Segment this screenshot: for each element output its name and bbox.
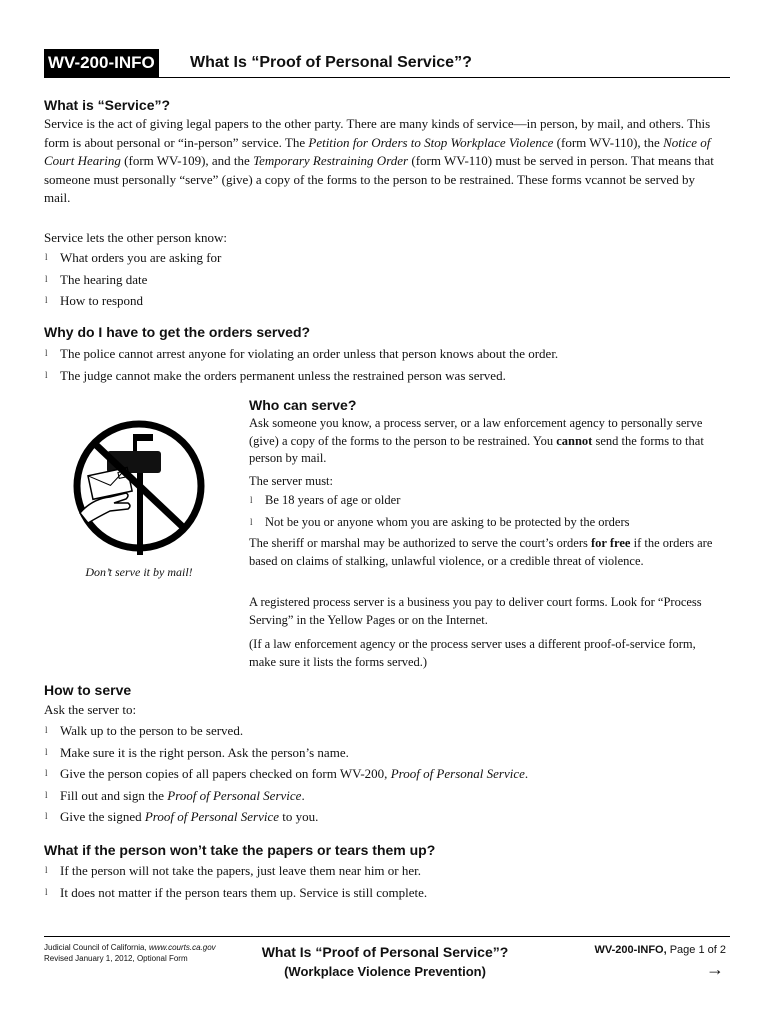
who-can-serve-paragraph: Ask someone you know, a process server, or a law enforcement agency to personally serve (give) a copy of the forms to the person to be restrained. You cannot send the forms to that person by mail. <box>249 416 704 465</box>
bullet-icon: l <box>45 295 48 305</box>
service-lets-know-list <box>44 247 221 312</box>
server-must-text: The server must: <box>249 474 334 488</box>
list-item: l Walk up to the person to be served. <box>44 720 528 742</box>
heading-what-is-service: What is “Service”? <box>44 97 171 113</box>
list-item: l If the person will not take the papers, just leave them near him or her. <box>44 860 427 882</box>
heading-how-to-serve: How to serve <box>44 682 132 698</box>
sheriff-paragraph: The sheriff or marshal may be authorized to serve the court’s orders for free if the orders are based on claims of stalking, unlawful violence, or a credible threat of violence. <box>249 536 713 568</box>
refuse-papers-list <box>44 860 427 903</box>
process-server-paragraph: A registered process server is a business you pay to deliver court forms. Look for “Process Serving” in the Yellow Pages or on the Internet. <box>249 595 702 627</box>
bullet-icon: l <box>45 252 48 262</box>
service-lets-know-text: Service lets the other person know: <box>44 230 228 245</box>
bullet-icon: l <box>45 725 48 735</box>
footer-title-block <box>220 942 550 982</box>
list-item: l Give the person copies of all papers checked on form WV-200, Proof of Personal Service. <box>44 763 528 785</box>
page-number: Page 1 of 2 <box>669 944 726 956</box>
form-header <box>44 49 730 78</box>
footer-revised: Revised January 1, 2012, Optional Form <box>44 954 188 963</box>
footer-council: Judicial Council of California, <box>44 943 147 952</box>
footer-page-info <box>595 944 726 956</box>
how-to-serve-list <box>44 720 528 828</box>
bullet-icon: l <box>250 516 253 527</box>
bullet-icon: l <box>45 811 48 821</box>
list-item: l Give the signed Proof of Personal Service to you. <box>44 806 528 828</box>
why-served-list <box>44 343 558 386</box>
footer-source <box>44 942 216 964</box>
footer-url[interactable]: www.courts.ca.gov <box>148 943 216 952</box>
agency-note-paragraph: (If a law enforcement agency or the process server uses a different proof-of-service form, make sure it lists the forms served.) <box>249 637 696 669</box>
bullet-icon: l <box>45 789 48 800</box>
bullet-icon: l <box>45 886 48 897</box>
bullet-icon: l <box>45 348 48 358</box>
list-item: l It does not matter if the person tears them up. Service is still complete. <box>44 882 427 904</box>
footer-form-id: WV-200-INFO, <box>594 944 667 956</box>
heading-who-can-serve: Who can serve? <box>249 397 357 413</box>
footer-divider <box>44 936 730 937</box>
bullet-icon: l <box>250 495 253 505</box>
no-mail-icon <box>44 411 234 561</box>
bullet-icon: l <box>45 746 48 757</box>
bullet-icon: l <box>45 768 48 778</box>
footer-subtitle: (Workplace Violence Prevention) <box>284 964 486 979</box>
image-caption: Don’t serve it by mail! <box>85 565 193 579</box>
page-title: What Is “Proof of Personal Service”? <box>190 54 472 71</box>
bullet-icon: l <box>45 273 48 284</box>
list-item: l The hearing date <box>44 269 221 291</box>
list-item: l What orders you are asking for <box>44 247 221 269</box>
service-definition-paragraph: Service is the act of giving legal papers to the other party. There are many kinds of service—in person, by mail, and others. This form is about personal or “in-person” service. The Petition for Orders to Stop Workplace Violence (form WV-110), the Notice of Court Hearing (form WV-109), and the Temporary Restraining Order (form WV-110) must be served in person. That means that someone must personally “serve” (give) a copy of the forms to the person to be restrained. These forms vcannot be served by mail. <box>44 116 714 205</box>
list-item: l Not be you or anyone whom you are asking to be protected by the orders <box>249 512 629 534</box>
list-item: l Make sure it is the right person. Ask the person’s name. <box>44 742 528 764</box>
next-page-arrow-icon[interactable]: → <box>706 959 724 979</box>
no-mail-illustration <box>44 411 234 561</box>
footer-title: What Is “Proof of Personal Service”? <box>261 944 509 960</box>
list-item: l The judge cannot make the orders permanent unless the restrained person was served. <box>44 365 558 387</box>
heading-why-served: Why do I have to get the orders served? <box>44 324 311 340</box>
list-item: l Fill out and sign the Proof of Personal Service. <box>44 785 528 807</box>
list-item: l How to respond <box>44 290 221 312</box>
how-to-serve-intro: Ask the server to: <box>44 702 137 717</box>
heading-refuse-papers: What if the person won’t take the papers or tears them up? <box>44 842 436 858</box>
bullet-icon: l <box>45 369 48 380</box>
bullet-icon: l <box>45 865 48 875</box>
list-item: l The police cannot arrest anyone for violating an order unless that person knows about the order. <box>44 343 558 365</box>
form-id-badge: WV-200-INFO <box>44 49 159 77</box>
server-requirements-list <box>249 490 629 533</box>
list-item: l Be 18 years of age or older <box>249 490 629 512</box>
